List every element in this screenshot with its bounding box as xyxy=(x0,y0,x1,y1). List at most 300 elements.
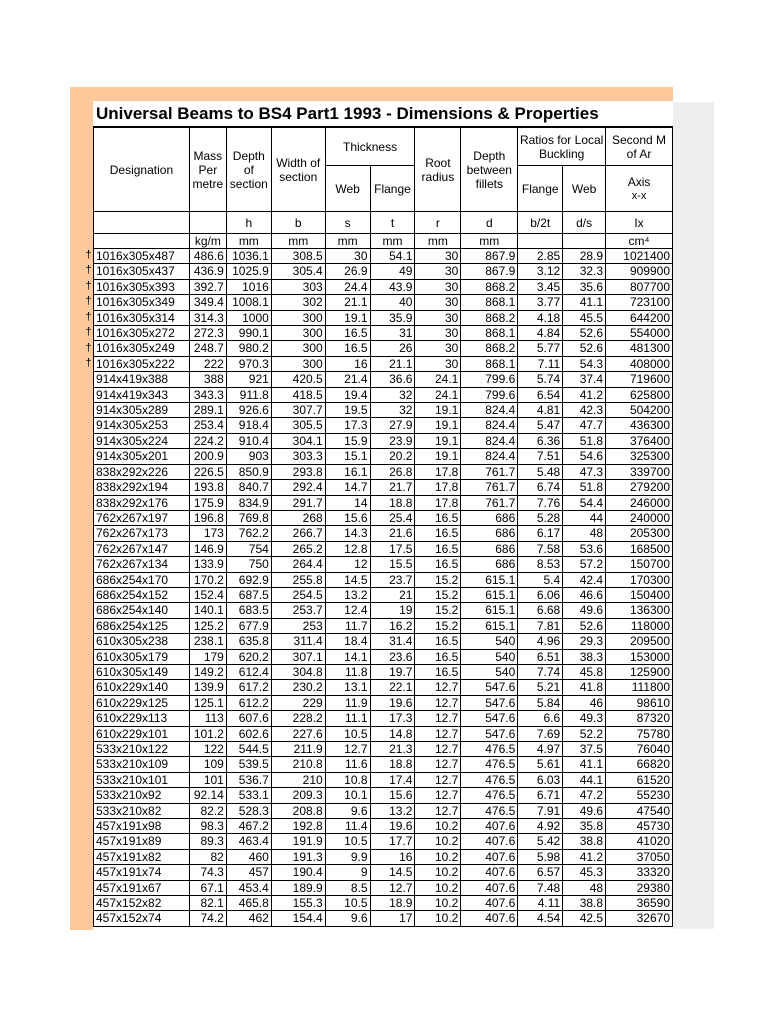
cell-width: 304.1 xyxy=(271,433,325,448)
cell-flange-thickness: 49 xyxy=(370,264,415,279)
cell-ratio-web: 44 xyxy=(563,510,606,525)
cell-depth-fillets: 868.2 xyxy=(461,279,518,294)
cell-depth: 528.3 xyxy=(226,803,271,818)
cell-depth: 921 xyxy=(226,372,271,387)
table-row xyxy=(94,403,673,418)
cell-ratio-flange: 4.18 xyxy=(518,310,563,325)
cell-ratio-flange: 6.17 xyxy=(518,526,563,541)
cell-mass: 196.8 xyxy=(189,510,226,525)
cell-depth: 457 xyxy=(226,865,271,880)
cell-depth-fillets: 407.6 xyxy=(461,849,518,864)
table-row xyxy=(94,449,673,464)
cell-ix: 45730 xyxy=(606,819,673,834)
cell-mass: 109 xyxy=(189,757,226,772)
cell-width: 303 xyxy=(271,279,325,294)
cell-web-thickness: 18.4 xyxy=(325,634,370,649)
cell-root-radius: 19.1 xyxy=(415,433,461,448)
cell-ix: 29380 xyxy=(606,880,673,895)
cell-web-thickness: 9.6 xyxy=(325,911,370,926)
cell-depth: 612.2 xyxy=(226,695,271,710)
cell-depth-fillets: 615.1 xyxy=(461,572,518,587)
unit-web: mm xyxy=(325,234,370,249)
cell-web-thickness: 26.9 xyxy=(325,264,370,279)
cell-ratio-flange: 4.92 xyxy=(518,819,563,834)
cell-designation: 457x191x89 xyxy=(94,834,190,849)
cell-ratio-web: 42.3 xyxy=(563,403,606,418)
cell-depth: 834.9 xyxy=(226,495,271,510)
cell-ratio-flange: 5.84 xyxy=(518,695,563,710)
cell-mass: 226.5 xyxy=(189,464,226,479)
cell-web-thickness: 19.1 xyxy=(325,310,370,325)
cell-flange-thickness: 21.3 xyxy=(370,742,415,757)
cell-ratio-flange: 7.11 xyxy=(518,356,563,371)
table-row xyxy=(94,279,673,294)
cell-designation: 457x191x82 xyxy=(94,849,190,864)
properties-table-body xyxy=(94,249,673,927)
cell-web-thickness: 12.8 xyxy=(325,541,370,556)
symbol-ix: Ix xyxy=(606,212,673,234)
cell-ix: 205300 xyxy=(606,526,673,541)
table-row xyxy=(94,572,673,587)
cell-mass: 343.3 xyxy=(189,387,226,402)
cell-depth: 462 xyxy=(226,911,271,926)
cell-depth: 911.8 xyxy=(226,387,271,402)
cell-designation: 914x305x224 xyxy=(94,433,190,448)
header-second-moment: Second M of Ar xyxy=(606,128,673,166)
cell-ratio-web: 44.1 xyxy=(563,772,606,787)
cell-web-thickness: 21.4 xyxy=(325,372,370,387)
table-row xyxy=(94,526,673,541)
cell-web-thickness: 16.1 xyxy=(325,464,370,479)
cell-root-radius: 10.2 xyxy=(415,880,461,895)
cell-depth: 533.1 xyxy=(226,788,271,803)
unit-width: mm xyxy=(271,234,325,249)
unit-ratio-web xyxy=(563,234,606,249)
cell-designation: 457x191x98 xyxy=(94,819,190,834)
cell-flange-thickness: 17.5 xyxy=(370,541,415,556)
cell-root-radius: 30 xyxy=(415,295,461,310)
cell-mass: 98.3 xyxy=(189,819,226,834)
cell-depth-fillets: 615.1 xyxy=(461,618,518,633)
cell-width: 266.7 xyxy=(271,526,325,541)
dagger-markers xyxy=(84,248,93,372)
cell-root-radius: 30 xyxy=(415,310,461,325)
cell-depth: 970.3 xyxy=(226,356,271,371)
cell-designation: 610x305x179 xyxy=(94,649,190,664)
cell-depth: 750 xyxy=(226,557,271,572)
cell-web-thickness: 12 xyxy=(325,557,370,572)
cell-web-thickness: 10.1 xyxy=(325,788,370,803)
cell-ratio-flange: 5.4 xyxy=(518,572,563,587)
cell-designation: 1016x305x487 xyxy=(94,249,190,264)
table-row xyxy=(94,680,673,695)
cell-ix: 909900 xyxy=(606,264,673,279)
cell-width: 230.2 xyxy=(271,680,325,695)
cell-ratio-web: 54.4 xyxy=(563,495,606,510)
cell-ratio-flange: 6.74 xyxy=(518,480,563,495)
cell-depth: 460 xyxy=(226,849,271,864)
cell-depth-fillets: 540 xyxy=(461,634,518,649)
cell-depth-fillets: 761.7 xyxy=(461,480,518,495)
cell-width: 265.2 xyxy=(271,541,325,556)
dagger-marker: † xyxy=(85,357,92,370)
cell-designation: 457x191x74 xyxy=(94,865,190,880)
cell-flange-thickness: 16 xyxy=(370,849,415,864)
cell-width: 264.4 xyxy=(271,557,325,572)
cell-mass: 92.14 xyxy=(189,788,226,803)
cell-width: 211.9 xyxy=(271,742,325,757)
cell-root-radius: 30 xyxy=(415,264,461,279)
table-row xyxy=(94,510,673,525)
symbol-s: s xyxy=(325,212,370,234)
cell-designation: 610x305x149 xyxy=(94,664,190,679)
unit-ratio-flange xyxy=(518,234,563,249)
cell-width: 308.5 xyxy=(271,249,325,264)
cell-web-thickness: 17.3 xyxy=(325,418,370,433)
cell-flange-thickness: 12.7 xyxy=(370,880,415,895)
cell-depth-fillets: 824.4 xyxy=(461,418,518,433)
cell-depth-fillets: 476.5 xyxy=(461,788,518,803)
cell-designation: 610x229x125 xyxy=(94,695,190,710)
cell-mass: 238.1 xyxy=(189,634,226,649)
symbol-designation xyxy=(94,212,190,234)
cell-ix: 75780 xyxy=(606,726,673,741)
cell-flange-thickness: 17 xyxy=(370,911,415,926)
cell-flange-thickness: 17.7 xyxy=(370,834,415,849)
header-thickness: Thickness xyxy=(325,128,415,166)
cell-designation: 1016x305x249 xyxy=(94,341,190,356)
table-row xyxy=(94,772,673,787)
cell-mass: 101.2 xyxy=(189,726,226,741)
cell-depth: 465.8 xyxy=(226,896,271,911)
table-row xyxy=(94,803,673,818)
dagger-marker: † xyxy=(85,310,92,323)
cell-ratio-web: 42.4 xyxy=(563,572,606,587)
cell-ratio-web: 51.8 xyxy=(563,480,606,495)
cell-depth-fillets: 547.6 xyxy=(461,695,518,710)
cell-ratio-flange: 7.51 xyxy=(518,449,563,464)
cell-web-thickness: 9 xyxy=(325,865,370,880)
cell-ix: 481300 xyxy=(606,341,673,356)
cell-web-thickness: 14.5 xyxy=(325,572,370,587)
cell-depth: 683.5 xyxy=(226,603,271,618)
cell-depth: 1025.9 xyxy=(226,264,271,279)
cell-root-radius: 30 xyxy=(415,249,461,264)
cell-designation: 610x229x101 xyxy=(94,726,190,741)
cell-root-radius: 12.7 xyxy=(415,680,461,695)
cell-width: 303.3 xyxy=(271,449,325,464)
sheet-title: Universal Beams to BS4 Part1 1993 - Dimensions & Properties xyxy=(93,101,673,127)
cell-depth: 769.8 xyxy=(226,510,271,525)
cell-ratio-flange: 2.85 xyxy=(518,249,563,264)
cell-designation: 610x305x238 xyxy=(94,634,190,649)
cell-ratio-flange: 5.48 xyxy=(518,464,563,479)
cell-width: 154.4 xyxy=(271,911,325,926)
cell-ratio-web: 46 xyxy=(563,695,606,710)
cell-width: 254.5 xyxy=(271,587,325,602)
cell-depth-fillets: 476.5 xyxy=(461,772,518,787)
cell-designation: 838x292x226 xyxy=(94,464,190,479)
cell-ix: 111800 xyxy=(606,680,673,695)
header-ratio-flange: Flange xyxy=(518,166,563,212)
cell-root-radius: 30 xyxy=(415,356,461,371)
cell-ratio-flange: 6.71 xyxy=(518,788,563,803)
cell-ix: 644200 xyxy=(606,310,673,325)
cell-designation: 1016x305x272 xyxy=(94,326,190,341)
cell-mass: 125.1 xyxy=(189,695,226,710)
unit-designation xyxy=(94,234,190,249)
cell-ix: 504200 xyxy=(606,403,673,418)
cell-ix: 55230 xyxy=(606,788,673,803)
cell-depth: 754 xyxy=(226,541,271,556)
table-row xyxy=(94,865,673,880)
cell-ratio-flange: 5.77 xyxy=(518,341,563,356)
cell-depth-fillets: 799.6 xyxy=(461,387,518,402)
header-axis-xx: x-x xyxy=(631,189,647,202)
cell-ratio-web: 41.1 xyxy=(563,757,606,772)
cell-ratio-web: 38.8 xyxy=(563,896,606,911)
cell-mass: 67.1 xyxy=(189,880,226,895)
table-row xyxy=(94,618,673,633)
cell-ratio-flange: 5.47 xyxy=(518,418,563,433)
table-row xyxy=(94,695,673,710)
cell-ix: 246000 xyxy=(606,495,673,510)
cell-root-radius: 17.8 xyxy=(415,480,461,495)
table-row xyxy=(94,372,673,387)
cell-root-radius: 15.2 xyxy=(415,603,461,618)
cell-depth: 1016 xyxy=(226,279,271,294)
cell-depth-fillets: 824.4 xyxy=(461,403,518,418)
cell-root-radius: 10.2 xyxy=(415,849,461,864)
cell-flange-thickness: 13.2 xyxy=(370,803,415,818)
cell-root-radius: 10.2 xyxy=(415,896,461,911)
cell-flange-thickness: 40 xyxy=(370,295,415,310)
table-row xyxy=(94,587,673,602)
cell-ix: 33320 xyxy=(606,865,673,880)
cell-web-thickness: 10.8 xyxy=(325,772,370,787)
cell-web-thickness: 11.4 xyxy=(325,819,370,834)
cell-ratio-flange: 5.28 xyxy=(518,510,563,525)
cell-ratio-web: 41.2 xyxy=(563,387,606,402)
cell-depth: 926.6 xyxy=(226,403,271,418)
cell-designation: 457x152x82 xyxy=(94,896,190,911)
cell-ix: 436300 xyxy=(606,418,673,433)
symbol-r: r xyxy=(415,212,461,234)
cell-mass: 388 xyxy=(189,372,226,387)
cell-root-radius: 10.2 xyxy=(415,865,461,880)
cell-mass: 149.2 xyxy=(189,664,226,679)
cell-web-thickness: 16.5 xyxy=(325,341,370,356)
dagger-marker: † xyxy=(85,249,92,261)
cell-ix: 41020 xyxy=(606,834,673,849)
cell-ratio-flange: 3.77 xyxy=(518,295,563,310)
cell-ix: 723100 xyxy=(606,295,673,310)
cell-flange-thickness: 21.6 xyxy=(370,526,415,541)
cell-depth-fillets: 686 xyxy=(461,557,518,572)
table-row xyxy=(94,664,673,679)
cell-flange-thickness: 23.9 xyxy=(370,433,415,448)
cell-root-radius: 10.2 xyxy=(415,834,461,849)
cell-width: 208.8 xyxy=(271,803,325,818)
cell-depth-fillets: 407.6 xyxy=(461,834,518,849)
cell-flange-thickness: 32 xyxy=(370,387,415,402)
cell-depth-fillets: 761.7 xyxy=(461,495,518,510)
cell-root-radius: 15.2 xyxy=(415,572,461,587)
cell-ratio-web: 41.1 xyxy=(563,295,606,310)
cell-designation: 610x229x140 xyxy=(94,680,190,695)
table-row xyxy=(94,480,673,495)
cell-ratio-web: 41.2 xyxy=(563,849,606,864)
properties-table xyxy=(93,127,673,927)
cell-ratio-flange: 7.74 xyxy=(518,664,563,679)
dagger-marker: † xyxy=(85,295,92,308)
cell-depth: 544.5 xyxy=(226,742,271,757)
cell-ix: 150400 xyxy=(606,587,673,602)
cell-ix: 66820 xyxy=(606,757,673,772)
table-row xyxy=(94,249,673,264)
header-axis xyxy=(606,166,673,212)
cell-ix: 98610 xyxy=(606,695,673,710)
cell-depth-fillets: 868.2 xyxy=(461,341,518,356)
cell-flange-thickness: 43.9 xyxy=(370,279,415,294)
cell-flange-thickness: 23.6 xyxy=(370,649,415,664)
table-row xyxy=(94,819,673,834)
table-row xyxy=(94,711,673,726)
cell-ratio-flange: 5.42 xyxy=(518,834,563,849)
cell-flange-thickness: 26 xyxy=(370,341,415,356)
table-row xyxy=(94,603,673,618)
cell-depth-fillets: 407.6 xyxy=(461,896,518,911)
cell-ratio-web: 53.6 xyxy=(563,541,606,556)
cell-ratio-flange: 7.48 xyxy=(518,880,563,895)
cell-flange-thickness: 14.8 xyxy=(370,726,415,741)
cell-mass: 248.7 xyxy=(189,341,226,356)
cell-root-radius: 16.5 xyxy=(415,526,461,541)
cell-designation: 914x419x343 xyxy=(94,387,190,402)
cell-ratio-flange: 5.98 xyxy=(518,849,563,864)
cell-width: 191.9 xyxy=(271,834,325,849)
cell-width: 307.7 xyxy=(271,403,325,418)
cell-web-thickness: 21.1 xyxy=(325,295,370,310)
cell-ratio-flange: 5.61 xyxy=(518,757,563,772)
unit-root: mm xyxy=(415,234,461,249)
cell-designation: 762x267x147 xyxy=(94,541,190,556)
cell-ratio-web: 49.6 xyxy=(563,803,606,818)
cell-ix: 279200 xyxy=(606,480,673,495)
cell-web-thickness: 15.6 xyxy=(325,510,370,525)
cell-mass: 349.4 xyxy=(189,295,226,310)
cell-width: 305.4 xyxy=(271,264,325,279)
cell-mass: 74.2 xyxy=(189,911,226,926)
cell-depth-fillets: 686 xyxy=(461,526,518,541)
symbol-b2t: b/2t xyxy=(518,212,563,234)
header-ratios: Ratios for Local Buckling xyxy=(518,128,606,166)
cell-depth: 692.9 xyxy=(226,572,271,587)
cell-designation: 533x210x82 xyxy=(94,803,190,818)
symbol-b: b xyxy=(271,212,325,234)
cell-width: 300 xyxy=(271,310,325,325)
cell-ratio-web: 47.7 xyxy=(563,418,606,433)
cell-ratio-flange: 6.06 xyxy=(518,587,563,602)
cell-ix: 719600 xyxy=(606,372,673,387)
cell-mass: 122 xyxy=(189,742,226,757)
cell-mass: 272.3 xyxy=(189,326,226,341)
unit-mass: kg/m xyxy=(189,234,226,249)
table-row xyxy=(94,757,673,772)
cell-ratio-web: 37.5 xyxy=(563,742,606,757)
cell-ratio-flange: 7.81 xyxy=(518,618,563,633)
cell-designation: 1016x305x349 xyxy=(94,295,190,310)
cell-width: 300 xyxy=(271,341,325,356)
cell-depth: 536.7 xyxy=(226,772,271,787)
cell-mass: 486.6 xyxy=(189,249,226,264)
cell-ratio-flange: 4.54 xyxy=(518,911,563,926)
cell-root-radius: 12.7 xyxy=(415,695,461,710)
cell-ratio-web: 54.6 xyxy=(563,449,606,464)
cell-mass: 173 xyxy=(189,526,226,541)
cell-ratio-web: 45.8 xyxy=(563,664,606,679)
table-row xyxy=(94,464,673,479)
cell-depth: 1008.1 xyxy=(226,295,271,310)
cell-depth-fillets: 407.6 xyxy=(461,911,518,926)
cell-ratio-web: 45.3 xyxy=(563,865,606,880)
cell-ratio-flange: 5.74 xyxy=(518,372,563,387)
table-row xyxy=(94,495,673,510)
cell-web-thickness: 8.5 xyxy=(325,880,370,895)
header-depth-section: Depth of section xyxy=(226,128,271,212)
cell-root-radius: 16.5 xyxy=(415,541,461,556)
cell-ratio-flange: 7.58 xyxy=(518,541,563,556)
cell-ratio-web: 52.6 xyxy=(563,618,606,633)
cell-root-radius: 30 xyxy=(415,326,461,341)
cell-ratio-flange: 4.11 xyxy=(518,896,563,911)
cell-depth: 762.2 xyxy=(226,526,271,541)
table-row xyxy=(94,634,673,649)
cell-root-radius: 16.5 xyxy=(415,634,461,649)
cell-ratio-web: 28.9 xyxy=(563,249,606,264)
dagger-marker: † xyxy=(85,264,92,277)
cell-flange-thickness: 36.6 xyxy=(370,372,415,387)
cell-width: 255.8 xyxy=(271,572,325,587)
cell-root-radius: 12.7 xyxy=(415,803,461,818)
cell-designation: 838x292x194 xyxy=(94,480,190,495)
cell-designation: 533x210x92 xyxy=(94,788,190,803)
cell-ratio-flange: 4.81 xyxy=(518,403,563,418)
cell-flange-thickness: 35.9 xyxy=(370,310,415,325)
cell-ratio-web: 29.3 xyxy=(563,634,606,649)
table-row xyxy=(94,557,673,572)
cell-ratio-web: 49.6 xyxy=(563,603,606,618)
cell-designation: 1016x305x222 xyxy=(94,356,190,371)
cell-ratio-web: 54.3 xyxy=(563,356,606,371)
cell-depth-fillets: 547.6 xyxy=(461,711,518,726)
cell-flange-thickness: 19.6 xyxy=(370,819,415,834)
cell-root-radius: 15.2 xyxy=(415,587,461,602)
cell-mass: 82 xyxy=(189,849,226,864)
cell-width: 293.8 xyxy=(271,464,325,479)
cell-flange-thickness: 17.3 xyxy=(370,711,415,726)
cell-designation: 457x152x74 xyxy=(94,911,190,926)
cell-width: 302 xyxy=(271,295,325,310)
cell-web-thickness: 16 xyxy=(325,356,370,371)
cell-flange-thickness: 19.6 xyxy=(370,695,415,710)
cell-web-thickness: 24.4 xyxy=(325,279,370,294)
cell-web-thickness: 30 xyxy=(325,249,370,264)
cell-width: 305.5 xyxy=(271,418,325,433)
cell-ratio-web: 42.5 xyxy=(563,911,606,926)
cell-root-radius: 24.1 xyxy=(415,372,461,387)
cell-ratio-web: 35.8 xyxy=(563,819,606,834)
